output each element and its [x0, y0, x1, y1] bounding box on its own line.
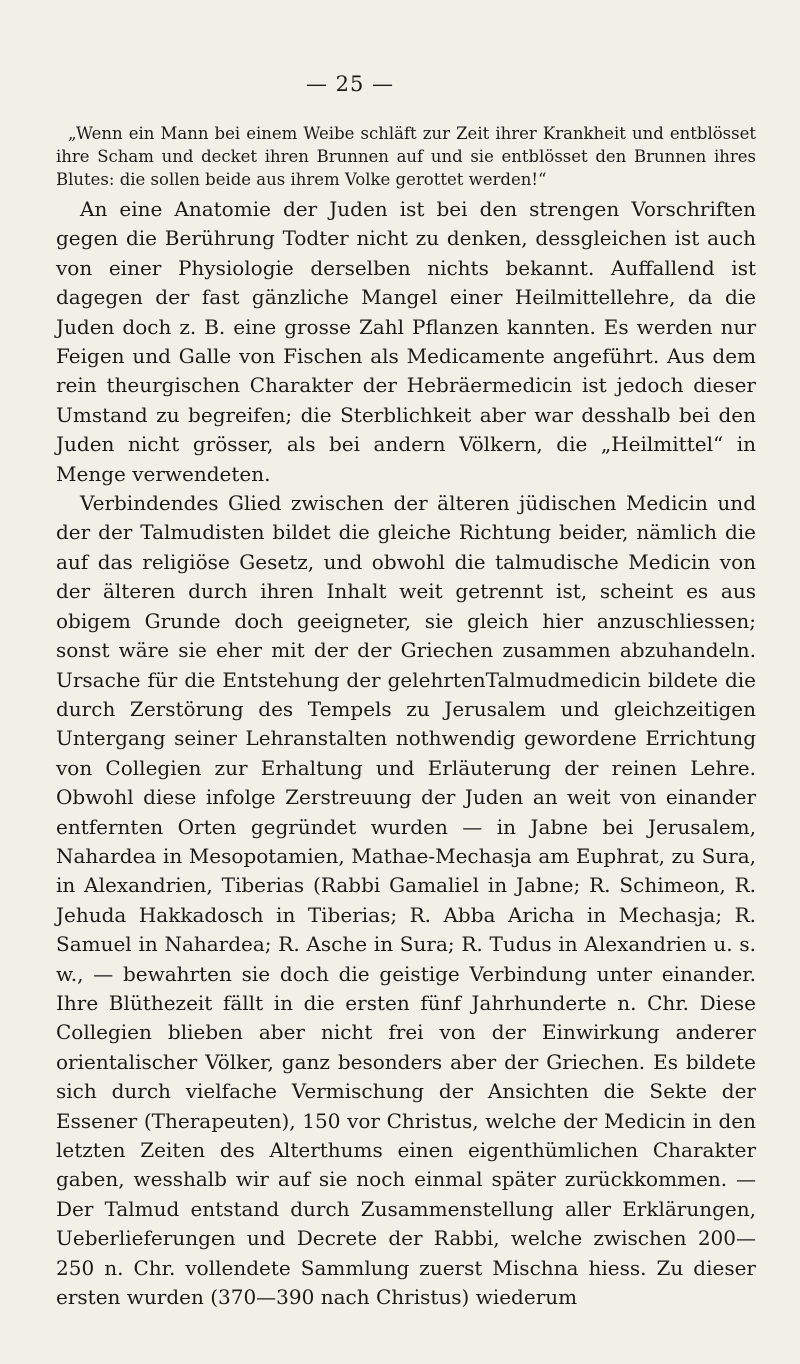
main-text — [56, 195, 756, 1312]
page-number: — 25 — — [305, 72, 395, 96]
paragraph-anatomy: An eine Anatomie der Juden ist bei den strengen Vorschriften gegen die Berührung Todter nicht zu denken, dessgleichen ist auch von einer Physiologie derselben nichts bekannt. Auffallend ist dagegen der fast gänzliche Mangel einer Heilmittellehre, da die Juden doch z. B. eine grosse Zahl Pflanzen kannten. Es werden nur Feigen und Galle von Fischen als Medicamente angeführt. Aus dem rein theurgischen Charakter der Hebräermedicin ist jedoch dieser Umstand zu begreifen; die Sterblichkeit aber war desshalb bei den Juden nicht grösser, als bei andern Völkern, die „Heilmittel“ in Menge verwendeten. — [56, 197, 756, 486]
quoted-verse — [56, 122, 756, 191]
quote-text: „Wenn ein Mann bei einem Weibe schläft zur Zeit ihrer Krankheit und entblösset ihre Scham und decket ihren Brunnen auf und sie entblösset den Brunnen ihres Blutes: die sollen beide aus ihrem Volke gerottet werden!“ — [56, 124, 756, 189]
paragraph-talmud: Verbindendes Glied zwischen der älteren jüdischen Medicin und der der Talmudisten bildet die gleiche Richtung beider, nämlich die auf das religiöse Gesetz, und obwohl die talmudische Medicin von der älteren durch ihren Inhalt weit getrennt ist, scheint es aus obigem Grunde doch geeigneter, sie gleich hier anzuschliessen; sonst wäre sie eher mit der der Griechen zusammen abzuhandeln. Ursache für die Entstehung der gelehrtenTalmudmedicin bildete die durch Zerstörung des Tempels zu Jerusalem und gleichzeitigen Untergang seiner Lehranstalten nothwendig gewordene Errichtung von Collegien zur Erhaltung und Erläuterung der reinen Lehre. Obwohl diese infolge Zerstreuung der Juden an weit von einander entfernten Orten gegründet wurden — in Jabne bei Jerusalem, Nahardea in Mesopotamien, Mathae-Mechasja am Euphrat, zu Sura, in Alexandrien, Tiberias (Rabbi Gamaliel in Jabne; R. Schimeon, R. Jehuda Hakkadosch in Tiberias; R. Abba Aricha in Mechasja; R. Samuel in Nahardea; R. Asche in Sura; R. Tudus in Alexandrien u. s. w., — bewahrten sie doch die geistige Verbindung unter einander. Ihre Blüthezeit fällt in die ersten fünf Jahrhunderte n. Chr. Diese Collegien blieben aber nicht frei von der Einwirkung anderer orientalischer Völker, ganz besonders aber der Griechen. Es bildete sich durch vielfache Vermischung der Ansichten die Sekte der Essener (Therapeuten), 150 vor Christus, welche der Medicin in den letzten Zeiten des Alterthums einen eigenthümlichen Charakter gaben, wesshalb wir auf sie noch einmal später zurückkommen. — Der Talmud entstand durch Zusammenstellung aller Erklärungen, Ueberlieferungen und Decrete der Rabbi, welche zwischen 200—250 n. Chr. vollendete Sammlung zuerst Mischna hiess. Zu dieser ersten wurden (370—390 nach Christus) wiederum — [56, 491, 756, 1310]
